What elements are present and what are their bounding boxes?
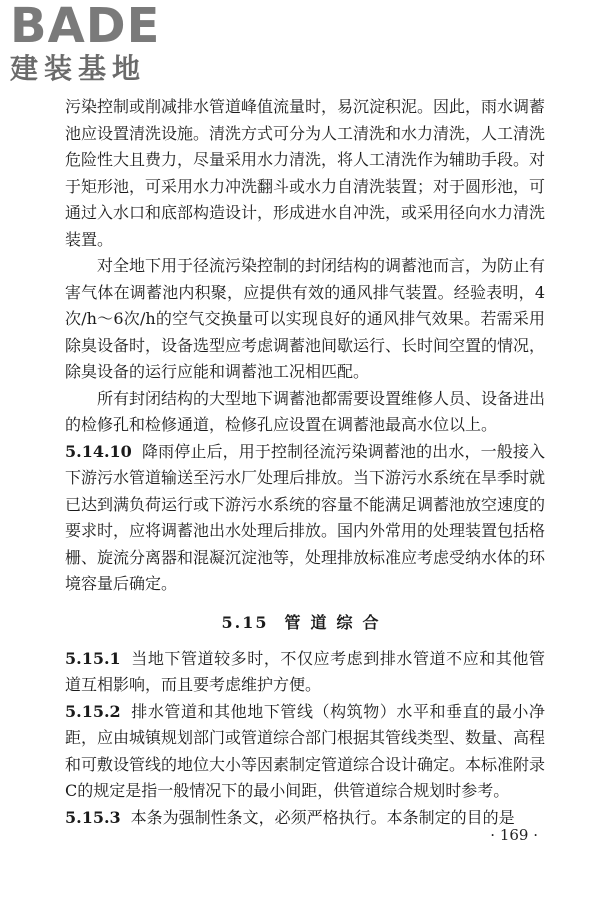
clause-number: 5.15.3 <box>65 807 121 827</box>
logo <box>4 0 179 86</box>
clause-text: 排水管道和其他地下管线（构筑物）水平和垂直的最小净距，应由城镇规划部门或管道综合部门根据其管线类型、数量、高程和可敷设管线的地位大小等因素制定管道综合设计确定。本标准附录C的规定是指一般情况下的最小间距，供管道综合规划时参考。 <box>65 701 546 800</box>
clause-text: 降雨停止后，用于控制径流污染调蓄池的出水，一般接入下游污水管道输送至污水厂处理后排放。当下游污水系统在旱季时就已达到满负荷运行或下游污水系统的容量不能满足调蓄池放空速度的要求时，应将调蓄池出水处理后排放。国内外常用的处理装置包括格栅、旋流分离器和混凝沉淀池等，处理排放标准应考虑受纳水体的环境容量后确定。 <box>65 441 546 593</box>
section-heading <box>65 610 545 636</box>
page-body <box>65 94 545 831</box>
logo-subtitle: 建装基地 <box>10 52 147 85</box>
clause-text: 当地下管道较多时，不仅应考虑到排水管道不应和其他管道互相影响，而且要考虑维护方便。 <box>65 648 545 694</box>
clause-5-14-10 <box>65 439 545 598</box>
clause-number: 5.14.10 <box>65 441 132 461</box>
clause-5-15-2 <box>65 699 545 805</box>
clause-number: 5.15.1 <box>65 648 121 668</box>
logo-wordmark: BADE <box>10 0 161 54</box>
clause-text: 本条为强制性条文，必须严格执行。本条制定的目的是 <box>130 807 515 827</box>
section-number: 5.15 <box>221 612 269 632</box>
clause-5-15-3 <box>65 805 545 832</box>
clause-5-15-1 <box>65 646 545 699</box>
paragraph-ventilation: 对全地下用于径流污染控制的封闭结构的调蓄池而言，为防止有害气体在调蓄池内积聚，应提供有效的通风排气装置。经验表明，4次/h～6次/h的空气交换量可以实现良好的通风排气效果。若需采用除臭设备时，设备选型应考虑调蓄池间歇运行、长时间空置的情况，除臭设备的运行应能和调蓄池工况相匹配。 <box>65 256 546 381</box>
page-number: · 169 · <box>490 826 538 844</box>
paragraph-inspection: 所有封闭结构的大型地下调蓄池都需要设置维修人员、设备进出的检修孔和检修通道，检修孔应设置在调蓄池最高水位以上。 <box>65 388 546 434</box>
paragraph-cleaning: 污染控制或削减排水管道峰值流量时，易沉淀积泥。因此，雨水调蓄池应设置清洗设施。清洗方式可分为人工清洗和水力清洗，人工清洗危险性大且费力，尽量采用水力清洗，将人工清洗作为辅助手段。对于矩形池，可采用水力冲洗翻斗或水力自清洗装置；对于圆形池，可通过入水口和底部构造设计，形成进水自冲洗，或采用径向水力清洗装置。 <box>65 97 546 249</box>
section-title: 管道综合 <box>284 612 389 632</box>
clause-number: 5.15.2 <box>65 701 121 721</box>
